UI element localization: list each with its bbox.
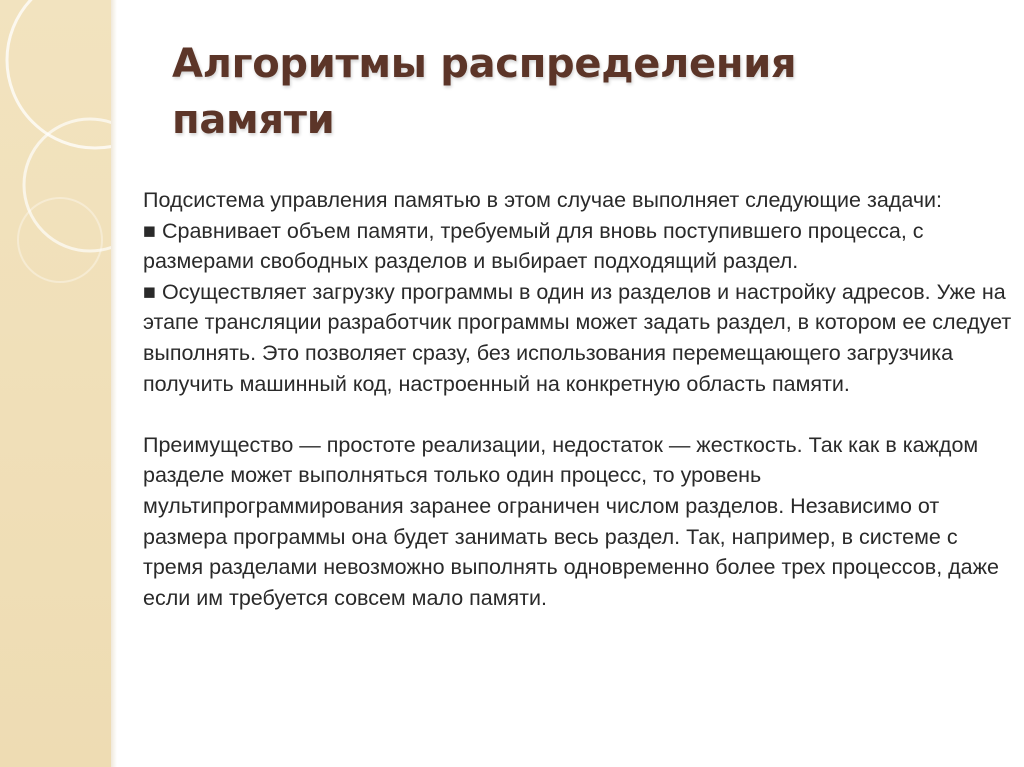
decorative-circles-icon: [0, 0, 111, 767]
intro-paragraph: Подсистема управления памятью в этом случае выполняет следующие задачи:: [143, 188, 943, 212]
title-line-1: Алгоритмы распределения: [172, 41, 797, 87]
decorative-side-band: [0, 0, 111, 767]
slide-title: [172, 36, 992, 148]
pros-cons-paragraph: Преимущество — простоте реализации, недостаток — жесткость. Так как в каждом разделе может выполняться только один процесс, то уровень мультипрограммирования заранее ограничен числом разделов. Независимо от размера программы она будет занимать весь раздел. Так, например, в системе с тремя разделами невозможно выполнять одновременно более трех процессов, даже если им требуется совсем мало памяти.: [143, 432, 999, 610]
bullet-compare-memory: ■ Сравнивает объем памяти, требуемый для вновь поступившего процесса, с размерами свободных разделов и выбирает подходящий раздел.: [143, 218, 924, 274]
slide-body: [143, 185, 1013, 613]
title-line-2: памяти: [172, 97, 335, 143]
side-band-edge: [111, 0, 117, 767]
paragraph-spacer: [143, 399, 1013, 430]
bullet-load-program: ■ Осуществляет загрузку программы в один из разделов и настройку адресов. Уже на этапе трансляции разработчик программы может задать раздел, в котором ее следует выполнять. Это позволяет сразу, без использования перемещающего загрузчика получить машинный код, настроенный на конкретную область памяти.: [143, 279, 1012, 396]
